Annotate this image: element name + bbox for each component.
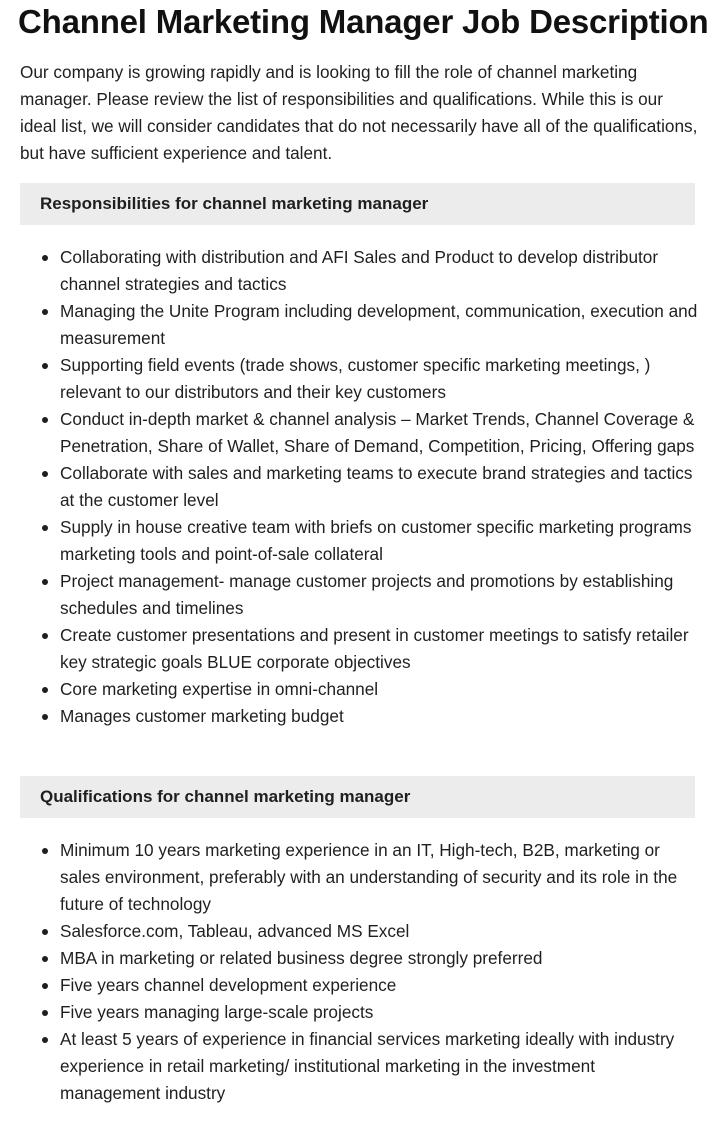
bullet-icon	[42, 579, 48, 585]
list-item	[20, 972, 700, 999]
list-item-text: At least 5 years of experience in financial services marketing ideally with industry experience in retail marketing/ institutional marketing in the investment management industry	[60, 1029, 675, 1103]
bullet-icon	[42, 255, 48, 261]
list-item-text: Manages customer marketing budget	[60, 706, 344, 726]
list-item	[20, 945, 700, 972]
list-item	[20, 703, 700, 730]
list-item-text: Collaborate with sales and marketing teams to execute brand strategies and tactics at the customer level	[60, 463, 693, 510]
list-item-text: Managing the Unite Program including development, communication, execution and measurement	[60, 301, 698, 348]
list-item	[20, 1026, 700, 1107]
bullet-icon	[42, 363, 48, 369]
list-item	[20, 837, 700, 918]
list-item-text: Core marketing expertise in omni-channel	[60, 679, 379, 699]
bullet-icon	[42, 471, 48, 477]
intro-paragraph: Our company is growing rapidly and is looking to fill the role of channel marketing manager. Please review the list of responsibilities and qualifications. While this is our ideal list, we will consider candidates that do not necessarily have all of the qualifications, but have sufficient experience and talent.	[20, 62, 698, 163]
list-item-text: Project management- manage customer projects and promotions by establishing schedules and timelines	[60, 571, 674, 618]
list-item	[20, 514, 700, 568]
list-item-text: Create customer presentations and present in customer meetings to satisfy retailer key strategic goals BLUE corporate objectives	[60, 625, 689, 672]
qualifications-heading: Qualifications for channel marketing manager	[20, 776, 695, 818]
bullet-icon	[42, 1010, 48, 1016]
list-item	[20, 406, 700, 460]
list-item	[20, 298, 700, 352]
list-item-text: Five years managing large-scale projects	[60, 1002, 374, 1022]
bullet-icon	[42, 983, 48, 989]
list-item	[20, 352, 700, 406]
list-item-text: Supply in house creative team with briefs on customer specific marketing programs marketing tools and point-of-sale collateral	[60, 517, 692, 564]
bullet-icon	[42, 848, 48, 854]
bullet-icon	[42, 417, 48, 423]
responsibilities-list	[20, 244, 700, 730]
list-item	[20, 568, 700, 622]
responsibilities-heading: Responsibilities for channel marketing manager	[20, 183, 695, 225]
bullet-icon	[42, 309, 48, 315]
list-item-text: Five years channel development experience	[60, 975, 397, 995]
list-item-text: Minimum 10 years marketing experience in an IT, High-tech, B2B, marketing or sales environment, preferably with an understanding of security and its role in the future of technology	[60, 840, 678, 914]
qualifications-list	[20, 837, 700, 1107]
page-title: Channel Marketing Manager Job Description	[18, 3, 709, 40]
list-item	[20, 918, 700, 945]
list-item-text: Conduct in-depth market & channel analysis – Market Trends, Channel Coverage & Penetration, Share of Wallet, Share of Demand, Competition, Pricing, Offering gaps	[60, 409, 695, 456]
bullet-icon	[42, 929, 48, 935]
list-item-text: Collaborating with distribution and AFI Sales and Product to develop distributor channel strategies and tactics	[60, 247, 659, 294]
list-item	[20, 676, 700, 703]
list-item	[20, 244, 700, 298]
bullet-icon	[42, 714, 48, 720]
bullet-icon	[42, 1037, 48, 1043]
list-item	[20, 622, 700, 676]
bullet-icon	[42, 525, 48, 531]
bullet-icon	[42, 633, 48, 639]
list-item-text: MBA in marketing or related business degree strongly preferred	[60, 948, 543, 968]
list-item	[20, 460, 700, 514]
bullet-icon	[42, 956, 48, 962]
list-item	[20, 999, 700, 1026]
list-item-text: Supporting field events (trade shows, customer specific marketing meetings, ) relevant to our distributors and their key customers	[60, 355, 651, 402]
bullet-icon	[42, 687, 48, 693]
list-item-text: Salesforce.com, Tableau, advanced MS Excel	[60, 921, 410, 941]
